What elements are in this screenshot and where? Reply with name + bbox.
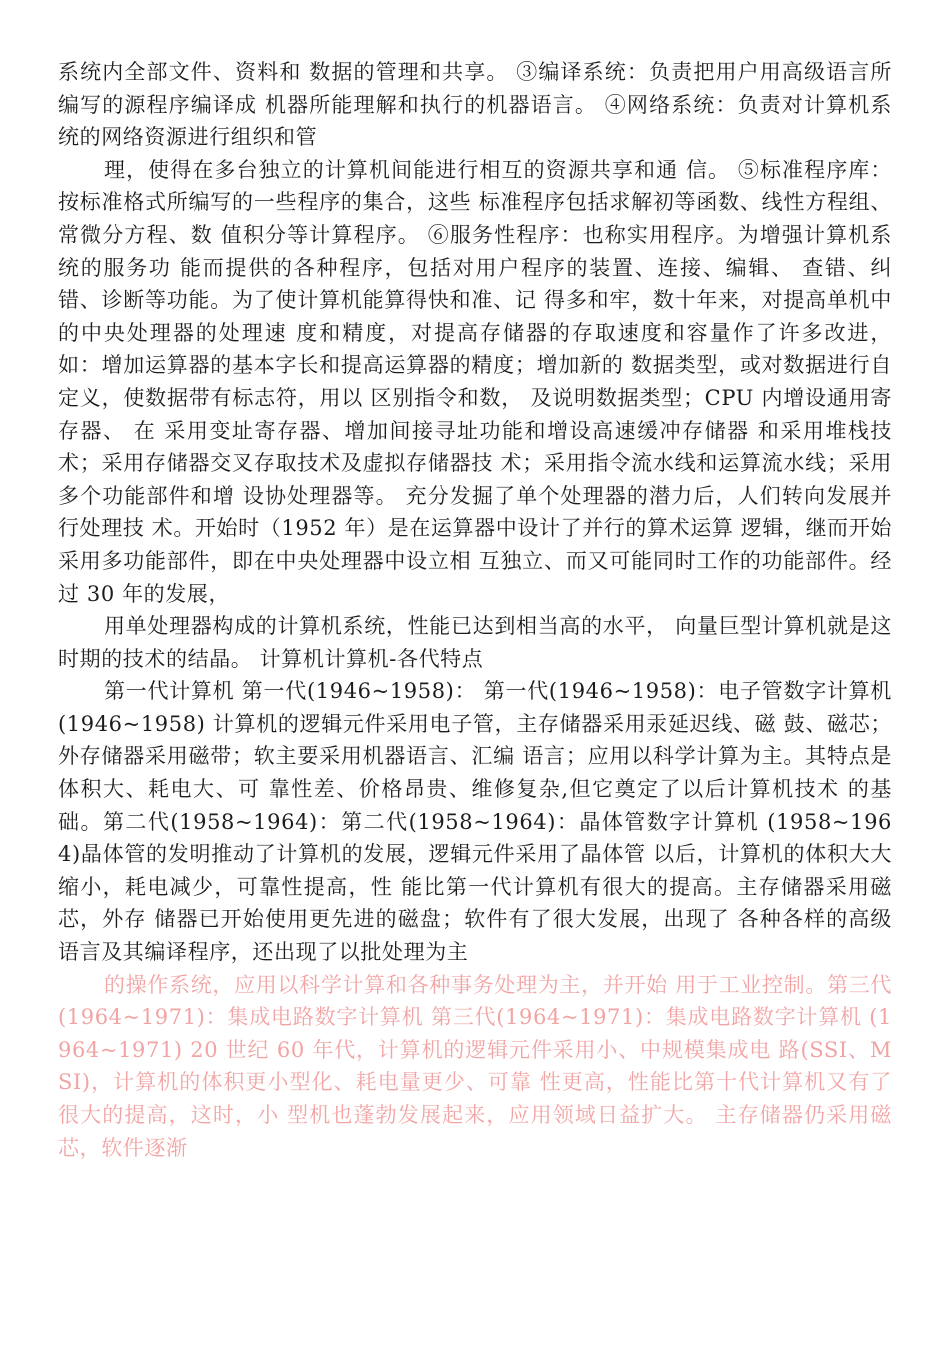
document-page xyxy=(58,56,892,1164)
paragraph-5-faded: 的操作系统，应用以科学计算和各种事务处理为主，并开始 用于工业控制。第三代(1964~1971)：集成电路数字计算机 第三代(1964~1971)：集成电路数字计算机 (1964~1971) 20 世纪 60 年代，计算机的逻辑元件采用小、中规模集成电 路(SSI、MSI)，计算机的体积更小型化、耗电量更少、可靠 性更高，性能比第十代计算机又有了很大的提高，这时，小 型机也蓬勃发展起来，应用领域日益扩大。 主存储器仍采用磁芯，软件逐渐 xyxy=(58,972,892,1160)
paragraph-1: 系统内全部文件、资料和 数据的管理和共享。 ③编译系统：负责把用户用高级语言所编写的源程序编译成 机器所能理解和执行的机器语言。 ④网络系统：负责对计算机系统的网络资源进行组织和管 xyxy=(58,60,892,150)
paragraph-3: 用单处理器构成的计算机系统，性能已达到相当高的水平， 向量巨型计算机就是这时期的技术的结晶。 计算机计算机-各代特点 xyxy=(58,614,892,671)
paragraph-2: 理，使得在多台独立的计算机间能进行相互的资源共享和通 信。 ⑤标准程序库：按标准格式所编写的一些程序的集合，这些 标准程序包括求解初等函数、线性方程组、常微分方程、数 值积分等计算程序。 ⑥服务性程序：也称实用程序。为增强计算机系统的服务功 能而提供的各种程序，包括对用户程序的装置、连接、编辑、 查错、纠错、诊断等功能。为了使计算机能算得快和准、记 得多和牢，数十年来，对提高单机中的中央处理器的处理速 度和精度，对提高存储器的存取速度和容量作了许多改进， 如：增加运算器的基本字长和提高运算器的精度；增加新的 数据类型，或对数据进行自定义，使数据带有标志符，用以 区别指令和数， 及说明数据类型；CPU 内增设通用寄存器、 在 采用变址寄存器、增加间接寻址功能和增设高速缓冲存储器 和采用堆栈技术；采用存储器交叉存取技术及虚拟存储器技 术；采用指令流水线和运算流水线；采用多个功能部件和增 设协处理器等。 充分发掘了单个处理器的潜力后，人们转向发展并行处理技 术。开始时（1952 年）是在运算器中设计了并行的算术运算 逻辑，继而开始采用多功能部件，即在中央处理器中设立相 互独立、而又可能同时工作的功能部件。经过 30 年的发展， xyxy=(58,157,892,606)
paragraph-4: 第一代计算机 第一代(1946~1958)： 第一代(1946~1958)：电子管数字计算机 (1946~1958) 计算机的逻辑元件采用电子管，主存储器采用汞延迟线、磁 鼓、磁芯；外存储器采用磁带；软主要采用机器语言、汇编 语言；应用以科学计算为主。其特点是体积大、耗电大、可 靠性差、价格昂贵、维修复杂,但它奠定了以后计算机技术 的基础。第二代(1958~1964)：第二代(1958~1964)：晶体管数字计算机 (1958~1964)晶体管的发明推动了计算机的发展，逻辑元件采用了晶体管 以后，计算机的体积大大缩小，耗电减少，可靠性提高，性 能比第一代计算机有很大的提高。主存储器采用磁芯，外存 储器已开始使用更先进的磁盘；软件有了很大发展，出现了 各种各样的高级语言及其编译程序，还出现了以批处理为主 xyxy=(58,679,892,965)
